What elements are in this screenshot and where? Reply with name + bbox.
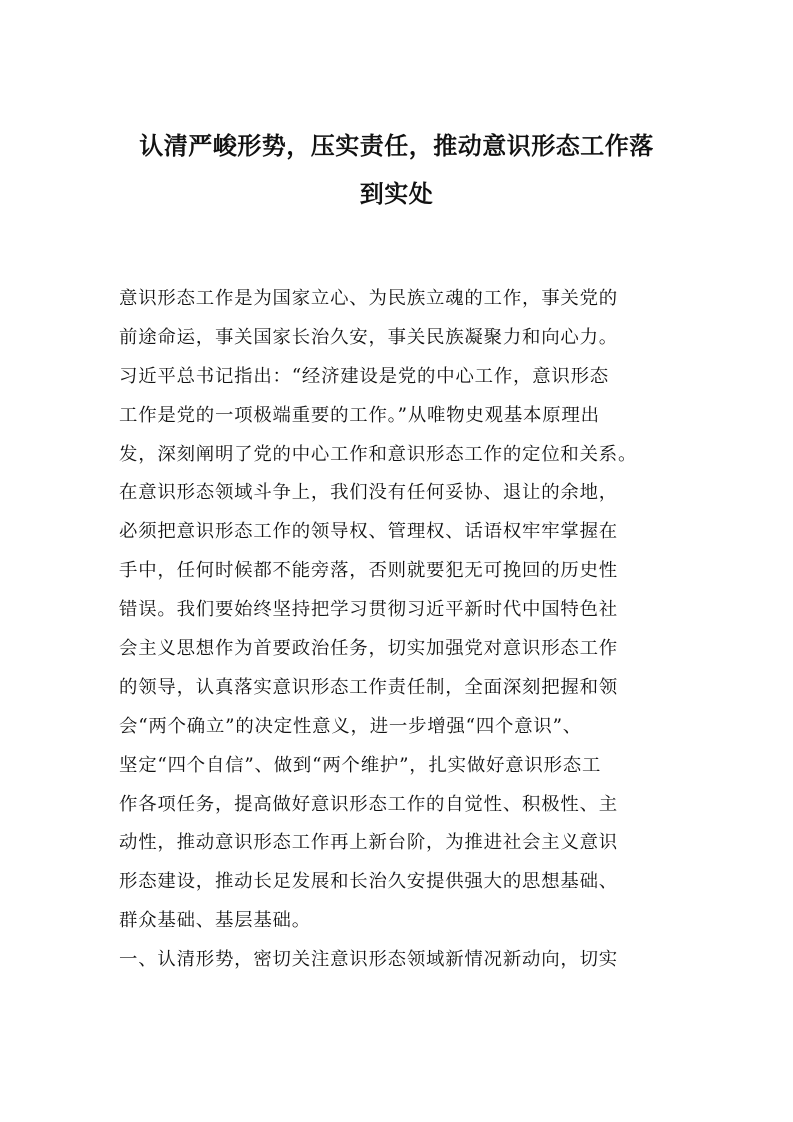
body-line: 在意识形态领域斗争上，我们没有任何妥协、退让的余地， — [119, 482, 618, 504]
body-line: 发，深刻阐明了党的中心工作和意识形态工作的定位和关系。 — [119, 443, 638, 465]
body-line: 工作是党的一项极端重要的工作。”从唯物史观基本原理出 — [119, 404, 600, 426]
body-line: 作各项任务，提高做好意识形态工作的自觉性、积极性、主 — [119, 793, 618, 815]
document-title-line-1: 认清严峻形势，压实责任，推动意识形态工作落 — [139, 131, 654, 160]
body-line: 形态建设，推动长足发展和长治久安提供强大的思想基础、 — [119, 871, 618, 893]
body-line: 的领导，认真落实意识形态工作责任制，全面深刻把握和领 — [119, 676, 618, 698]
section-heading-line: 一、认清形势，密切关注意识形态领域新情况新动向，切实 — [119, 949, 618, 971]
body-line: 手中，任何时候都不能旁落，否则就要犯无可挽回的历史性 — [119, 560, 618, 582]
body-line: 错误。我们要始终坚持把学习贯彻习近平新时代中国特色社 — [119, 599, 618, 621]
body-line: 必须把意识形态工作的领导权、管理权、话语权牢牢掌握在 — [119, 521, 618, 543]
body-line: 会主义思想作为首要政治任务，切实加强党对意识形态工作 — [119, 638, 618, 660]
body-line: 会“两个确立”的决定性意义，进一步增强“四个意识”、 — [119, 715, 583, 737]
body-line: 坚定“四个自信”、做到“两个维护”，扎实做好意识形态工 — [119, 754, 602, 776]
body-line: 群众基础、基层基础。 — [119, 910, 311, 932]
body-line: 动性，推动意识形态工作再上新台阶，为推进社会主义意识 — [119, 832, 618, 854]
body-line: 习近平总书记指出：“经济建设是党的中心工作，意识形态 — [119, 365, 609, 387]
body-line: 意识形态工作是为国家立心、为民族立魂的工作，事关党的 — [119, 288, 618, 309]
document-body — [119, 290, 699, 990]
body-line: 前途命运，事关国家长治久安，事关民族凝聚力和向心力。 — [119, 326, 618, 348]
document-title-line-2: 到实处 — [359, 179, 434, 208]
